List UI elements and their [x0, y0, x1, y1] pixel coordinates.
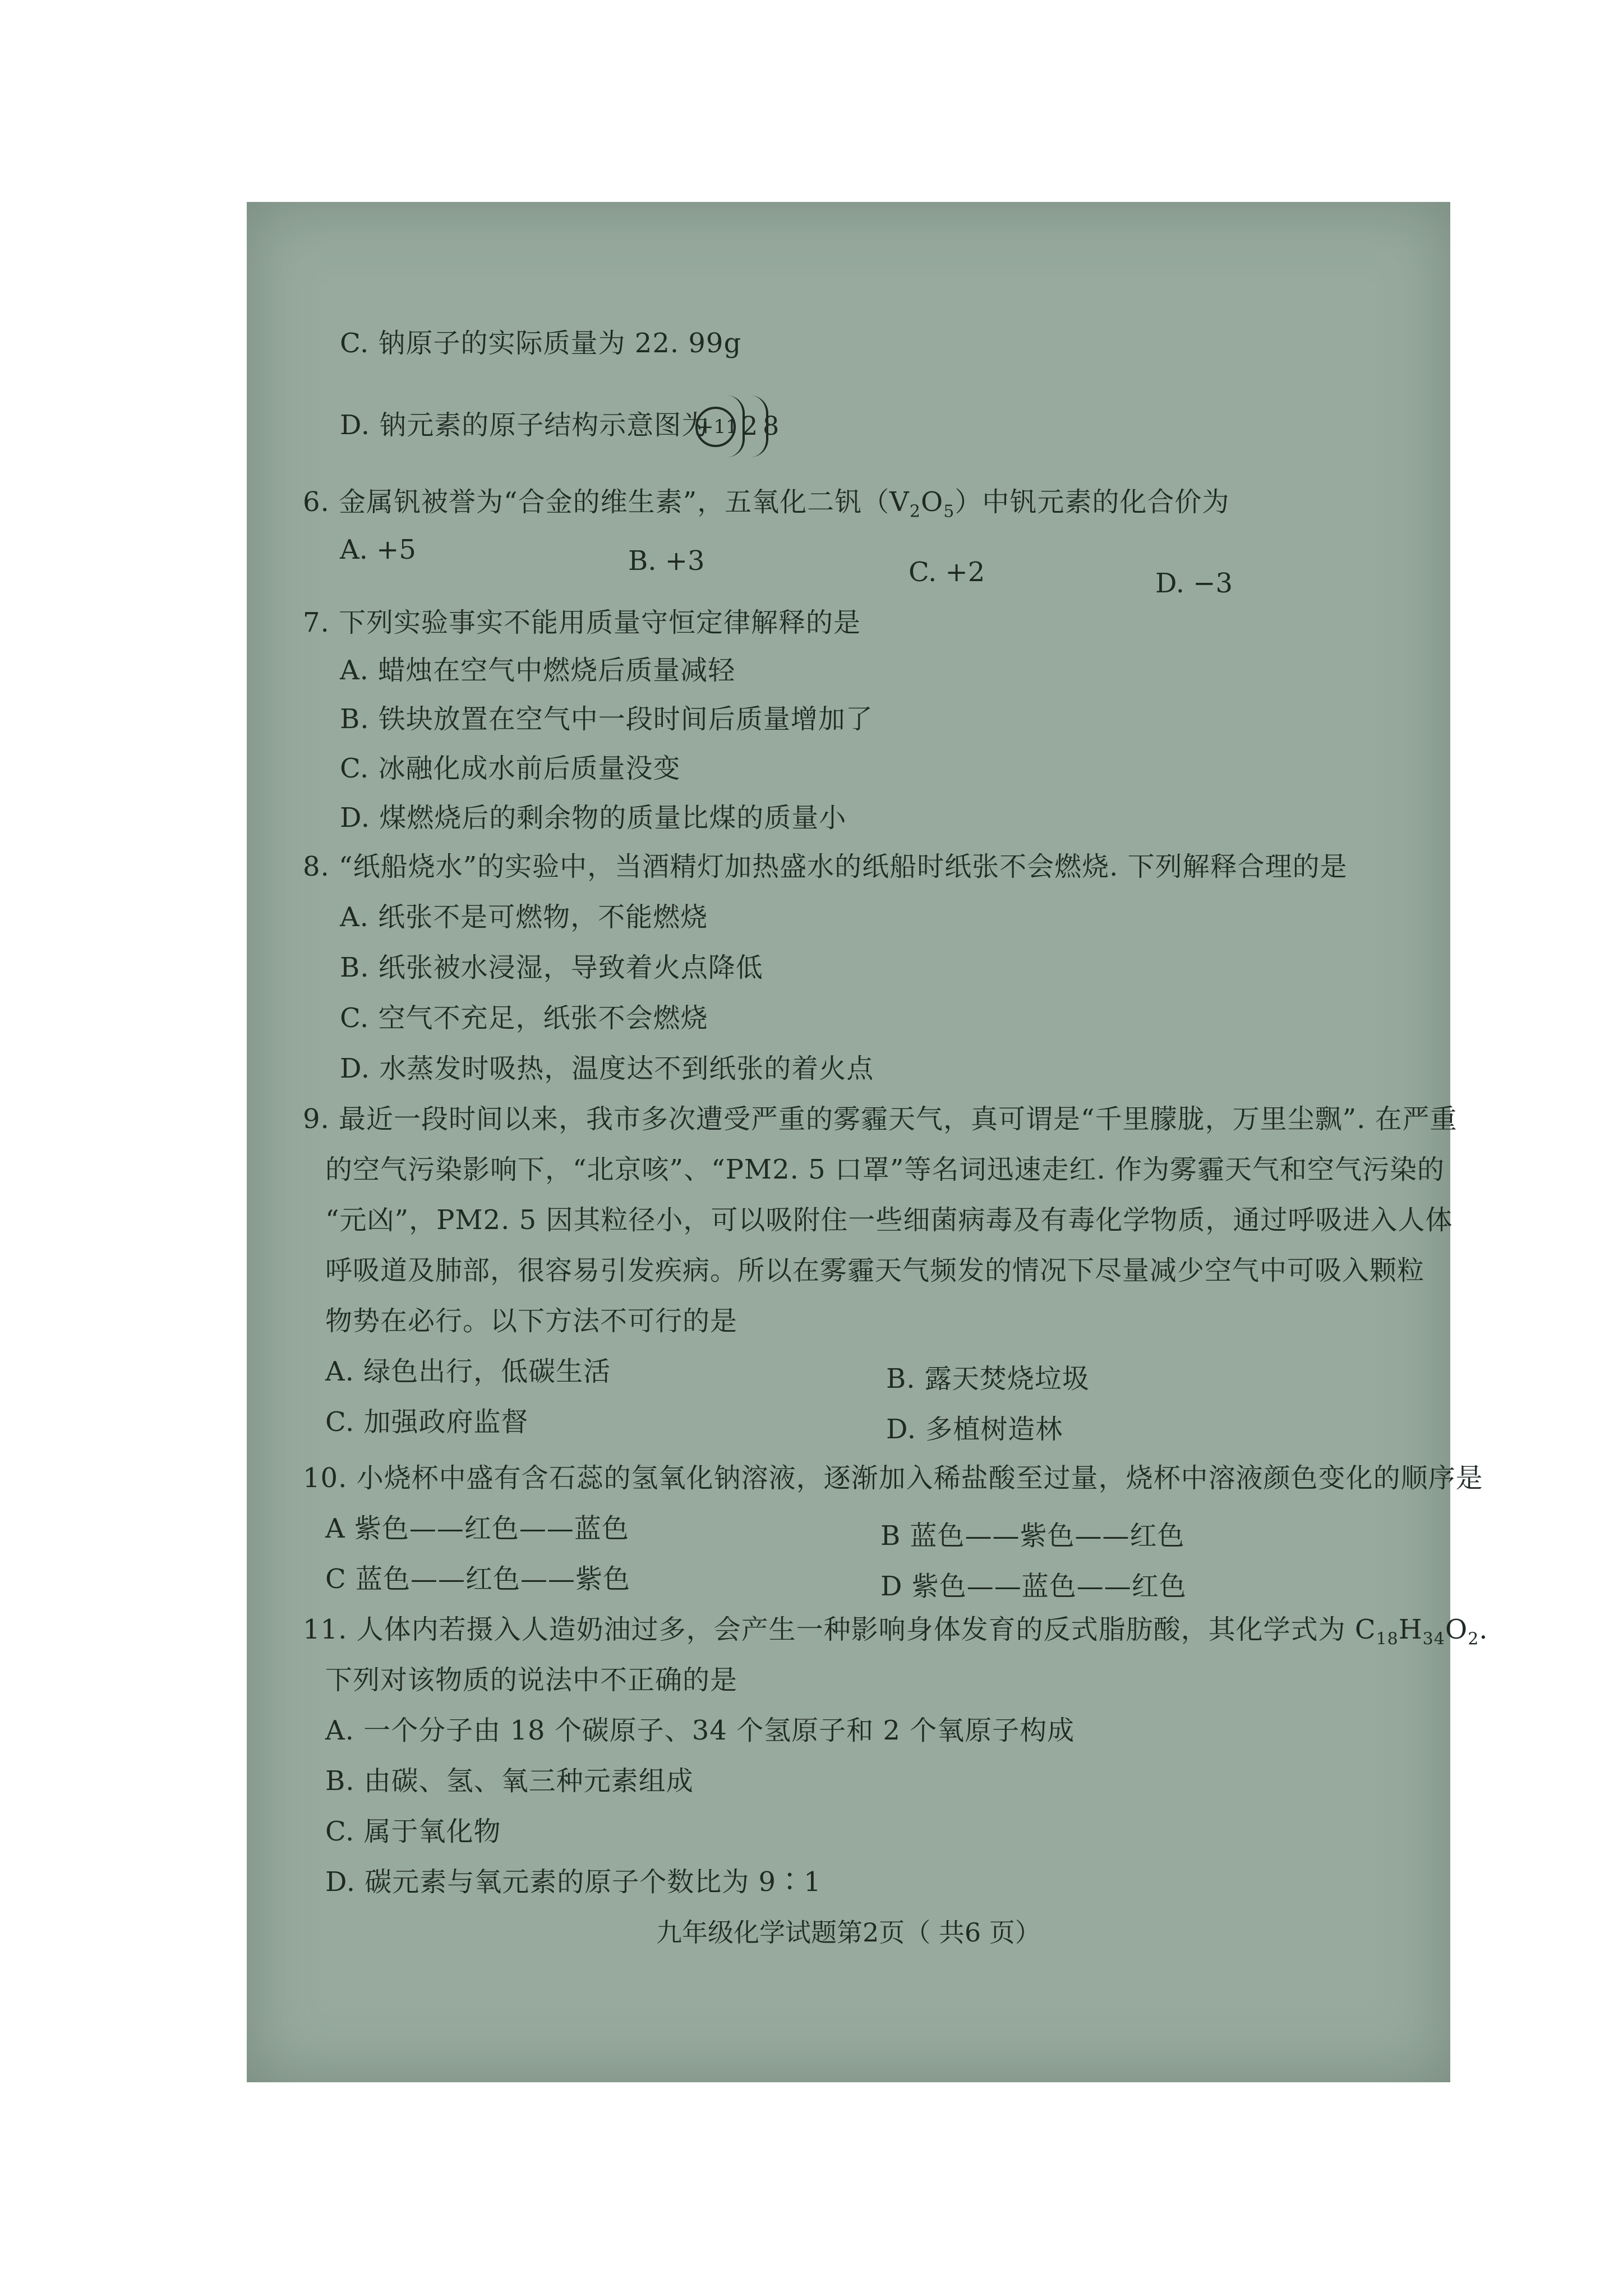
q9-line-3: “元凶”，PM2. 5 因其粒径小，可以吸附住一些细菌病毒及有毒化学物质，通过呼吸进入人体: [325, 1204, 1453, 1236]
q6-option-d: D. −3: [1155, 568, 1233, 599]
q10-option-d: D 紫色——蓝色——红色: [880, 1571, 1187, 1602]
q11-option-d: D. 碳元素与氧元素的原子个数比为 9∶1: [325, 1866, 822, 1898]
q7-option-b: B. 铁块放置在空气中一段时间后质量增加了: [340, 703, 873, 735]
q9-option-b: B. 露天焚烧垃圾: [886, 1363, 1090, 1395]
shell-1-count: 2: [741, 411, 758, 441]
photographed-page: [247, 202, 1488, 2082]
page-footer: 九年级化学试题第2页（ 共6 页）: [656, 1917, 1041, 1948]
q11-stem: 11. 人体内若摄入人造奶油过多，会产生一种影响身体发育的反式脂肪酸，其化学式为 $C_{18}H_{34}O_2$.: [303, 1614, 1488, 1649]
q6-option-a: A. +5: [340, 534, 416, 565]
q9-option-a: A. 绿色出行，低碳生活: [325, 1356, 611, 1387]
q8-option-c: C. 空气不充足，纸张不会燃烧: [340, 1002, 708, 1034]
q9-line-2: 的空气污染影响下，“北京咳”、“PM2. 5 口罩”等名词迅速走红. 作为雾霾天气和空气污染的: [325, 1154, 1445, 1185]
q9-option-c: C. 加强政府监督: [325, 1406, 529, 1438]
q10-option-a: A 紫色——红色——蓝色: [325, 1513, 629, 1544]
q8-option-a: A. 纸张不是可燃物，不能燃烧: [340, 901, 708, 933]
atom-structure-diagram: [695, 395, 791, 457]
q6-stem: 6. 金属钒被誉为“合金的维生素”，五氧化二钒$(V_2O_5)$中钒元素的化合价为: [303, 486, 1230, 522]
q10-stem: 10. 小烧杯中盛有含石蕊的氢氧化钠溶液，逐渐加入稀盐酸至过量，烧杯中溶液颜色变化的顺序是: [303, 1462, 1483, 1494]
q5-option-d: D. 钠元素的原子结构示意图为: [340, 409, 709, 441]
q10-option-c: C 蓝色——红色——紫色: [325, 1563, 630, 1595]
q8-stem: 8. “纸船烧水”的实验中，当酒精灯加热盛水的纸船时纸张不会燃烧. 下列解释合理的是: [303, 851, 1348, 882]
q8-option-b: B. 纸张被水浸湿，导致着火点降低: [340, 952, 763, 983]
q9-option-d: D. 多植树造林: [886, 1414, 1063, 1445]
q7-stem: 7. 下列实验事实不能用质量守恒定律解释的是: [303, 607, 861, 638]
q7-option-d: D. 煤燃烧后的剩余物的质量比煤的质量小: [340, 802, 847, 834]
q8-option-d: D. 水蒸发时吸热，温度达不到纸张的着火点: [340, 1053, 874, 1084]
q9-line-1: 9. 最近一段时间以来，我市多次遭受严重的雾霾天气，真可谓是“千里朦胧，万里尘飘”. 在严重: [303, 1103, 1458, 1135]
q5-option-c: C. 钠原子的实际质量为 22. 99g: [340, 328, 742, 359]
nucleus-circle: +11: [695, 407, 736, 447]
shell-2-count: 8: [763, 411, 780, 441]
q6-option-c: C. +2: [909, 556, 985, 588]
q6-option-b: B. +3: [628, 545, 705, 577]
q10-option-b: B 蓝色——紫色——红色: [880, 1520, 1185, 1552]
q7-option-c: C. 冰融化成水前后质量没变: [340, 753, 681, 784]
q11-option-a: A. 一个分子由 18 个碳原子、34 个氢原子和 2 个氧原子构成: [325, 1715, 1075, 1746]
q11-option-c: C. 属于氧化物: [325, 1816, 501, 1847]
q11-stem-2: 下列对该物质的说法中不正确的是: [325, 1664, 738, 1696]
q7-option-a: A. 蜡烛在空气中燃烧后质量减轻: [340, 655, 736, 686]
q11-option-b: B. 由碳、氢、氧三种元素组成: [325, 1765, 694, 1797]
q9-line-5: 物势在必行。以下方法不可行的是: [325, 1305, 738, 1337]
q9-line-4: 呼吸道及肺部，很容易引发疾病。所以在雾霾天气频发的情况下尽量减少空气中可吸入颗粒: [325, 1255, 1425, 1286]
